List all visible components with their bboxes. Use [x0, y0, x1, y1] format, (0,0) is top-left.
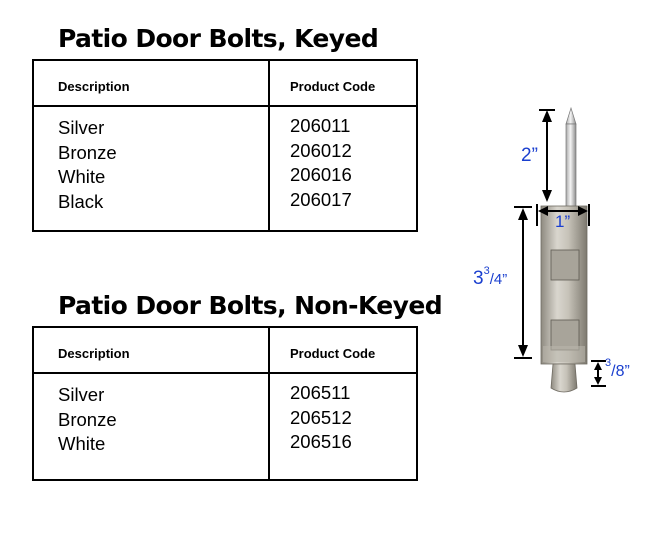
table-cell-code: 206016 [290, 164, 352, 185]
table-cell-code: 206511 [290, 382, 351, 403]
dimension-tip-length [605, 357, 630, 382]
table-cell-description: Silver [58, 384, 105, 405]
table-cell-code: 206516 [290, 431, 352, 452]
header-product-code: Product Code [290, 79, 376, 94]
header-product-code: Product Code [290, 346, 376, 361]
non-keyed-title: Patio Door Bolts, Non-Keyed [58, 291, 442, 320]
table-cell-code: 206017 [290, 188, 352, 210]
header-description: Description [58, 346, 130, 361]
keyed-title: Patio Door Bolts, Keyed [58, 24, 379, 53]
table-cell-code: 206512 [290, 406, 352, 428]
dimension-body-frac-den: /4” [489, 271, 508, 288]
table-cell-description: White [58, 166, 106, 187]
table-cell-description: Black [58, 190, 104, 212]
table-cell-description: Silver [58, 117, 105, 138]
bolt-tip [551, 364, 577, 392]
table-cell-description: Bronze [58, 141, 117, 163]
dimension-tip-frac-den: /8” [611, 363, 630, 380]
dimension-width: 1” [555, 212, 571, 231]
dimension-body-length [473, 265, 508, 290]
dimension-body-whole: 3 [473, 268, 484, 289]
dimension-tip-frac-num: 3 [605, 357, 612, 369]
header-description: Description [58, 79, 130, 94]
table-cell-code: 206011 [290, 115, 351, 136]
dimension-body-frac-num: 3 [483, 265, 490, 277]
dimension-pin-length: 2” [521, 145, 538, 166]
bolt-pin [566, 108, 576, 210]
table-cell-description: White [58, 433, 106, 454]
table-cell-code: 206012 [290, 139, 352, 161]
table-cell-description: Bronze [58, 408, 117, 430]
